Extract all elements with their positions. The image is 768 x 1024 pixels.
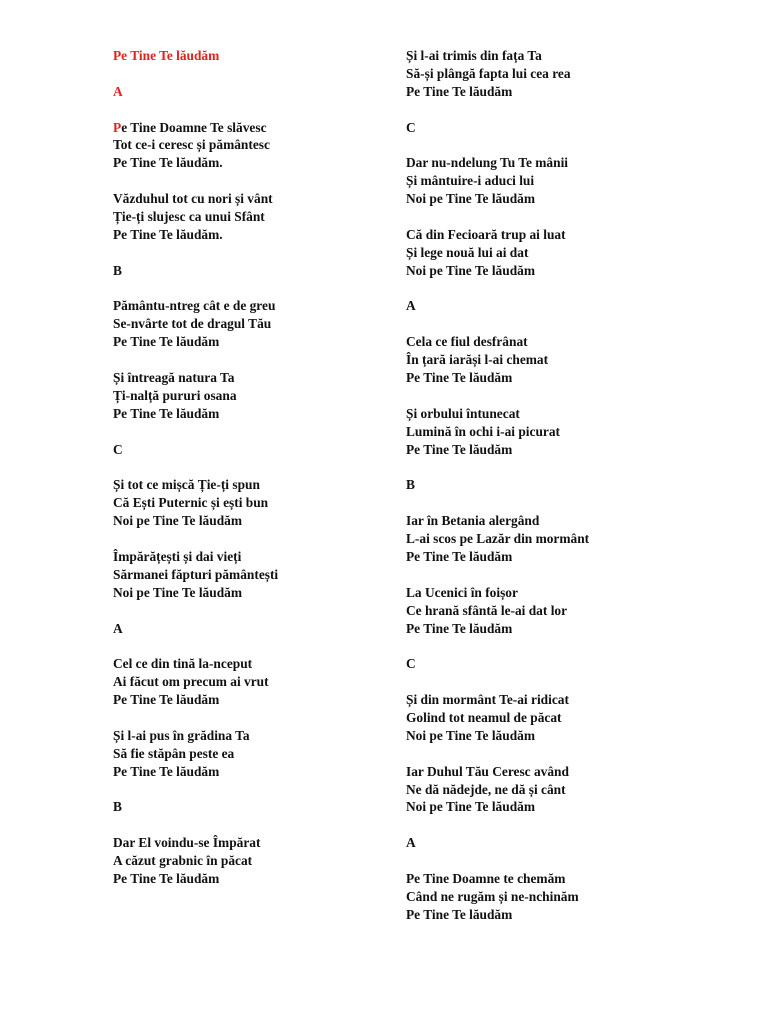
verse-line: Că Ești Puternic și ești bun [113, 495, 269, 511]
spacer [406, 315, 706, 333]
verse-line: Și din mormânt Te-ai ridicat [406, 692, 569, 708]
verse-line: Pe Tine Te lăudăm [406, 441, 513, 457]
verse-line: Pământu-ntreg cât e de greu [113, 298, 276, 314]
verse-line: Noi pe Tine Te lăudăm [406, 191, 535, 207]
spacer [113, 816, 383, 834]
verse-line: Ai făcut om precum ai vrut [113, 674, 269, 690]
verse-line: Noi pe Tine Te lăudăm [113, 584, 242, 600]
verse-line: Ți-nalță pururi osana [113, 387, 237, 403]
spacer [406, 673, 706, 691]
song-title: Pe Tine Te lăudăm [113, 48, 220, 63]
section-label: A [113, 83, 123, 99]
spacer [406, 208, 706, 226]
spacer [113, 351, 383, 369]
verse-line: Pe Tine Te lăudăm [113, 870, 220, 886]
verse-line: Pe Tine Te lăudăm [406, 906, 513, 922]
verse-line: Pe Tine Te lăudăm [113, 405, 220, 421]
verse-line: Dar nu-ndelung Tu Te mânii [406, 155, 569, 171]
spacer [113, 280, 383, 298]
verse-line: Ție-ți slujesc ca unui Sfânt [113, 209, 265, 225]
spacer [406, 458, 706, 476]
verse-line: Noi pe Tine Te lăudăm [406, 799, 535, 815]
verse-line: Pe Tine Te lăudăm [406, 620, 513, 636]
verse-line: Sărmanei făpturi pământești [113, 566, 279, 582]
verse-line: Pe Tine Te lăudăm [113, 763, 220, 779]
verse-line: Și l-ai trimis din fața Ta [406, 48, 542, 63]
spacer [113, 65, 383, 83]
spacer [406, 637, 706, 655]
spacer [406, 136, 706, 154]
verse-line: Dar El voindu-se Împărat [113, 835, 261, 851]
verse-line: Pe Tine Te lăudăm [113, 334, 220, 350]
section-label: A [406, 835, 416, 851]
verse-line: Se-nvârte tot de dragul Tău [113, 316, 272, 332]
verse-line: L-ai scos pe Lazăr din mormânt [406, 531, 590, 547]
verse-line: Noi pe Tine Te lăudăm [406, 727, 535, 743]
verse-line: Văzduhul tot cu nori și vânt [113, 191, 273, 207]
right-column [406, 47, 706, 924]
verse-line: Împărățești și dai vieți [113, 548, 242, 564]
spacer [406, 280, 706, 298]
verse-line: Lumină în ochi i-ai picurat [406, 423, 561, 439]
section-label: B [406, 477, 415, 493]
verse-line: Pe Tine Te lăudăm [406, 548, 513, 564]
section-label: C [113, 441, 123, 457]
spacer [113, 423, 383, 441]
spacer [113, 530, 383, 548]
verse-line: La Ucenici în foișor [406, 584, 518, 600]
verse-line: Golind tot neamul de păcat [406, 709, 562, 725]
section-label: B [113, 262, 122, 278]
verse-line: Pe Tine Te lăudăm. [113, 226, 223, 242]
verse-line: Ce hrană sfântă le-ai dat lor [406, 602, 568, 618]
initial-letter: P [113, 119, 122, 135]
spacer [406, 852, 706, 870]
spacer [113, 172, 383, 190]
left-column [113, 47, 383, 888]
spacer [113, 602, 383, 620]
verse-line: Și l-ai pus în grădina Ta [113, 727, 250, 743]
spacer [406, 494, 706, 512]
spacer [406, 566, 706, 584]
verse-line: Că din Fecioară trup ai luat [406, 226, 566, 242]
verse-line: Și lege nouă lui ai dat [406, 244, 529, 260]
section-label: B [113, 799, 122, 815]
spacer [113, 709, 383, 727]
verse-line: Cela ce fiul desfrânat [406, 334, 528, 350]
verse-line: Cel ce din tină la-nceput [113, 656, 253, 672]
verse-line: Pe Tine Te lăudăm [406, 83, 513, 99]
spacer [113, 637, 383, 655]
spacer [113, 101, 383, 119]
verse-line: Și tot ce mișcă Ție-ți spun [113, 477, 260, 493]
spacer [113, 244, 383, 262]
verse-line: Să-și plângă fapta lui cea rea [406, 65, 571, 81]
verse-line: Și orbului întunecat [406, 405, 520, 421]
spacer [406, 387, 706, 405]
verse-line: Și întreagă natura Ta [113, 370, 235, 386]
section-label: C [406, 656, 416, 672]
verse-line: Ne dă nădejde, ne dă și cânt [406, 781, 566, 797]
spacer [406, 101, 706, 119]
verse-line: Iar Duhul Tău Ceresc având [406, 763, 569, 779]
verse-line: Pe Tine Te lăudăm [406, 370, 513, 386]
verse-line: Când ne rugăm și ne-nchinăm [406, 888, 579, 904]
verse-line: Pe Tine Te lăudăm [113, 692, 220, 708]
section-label: C [406, 119, 416, 135]
verse-line [113, 119, 383, 137]
verse-line-rest: e Tine Doamne Te slăvesc [121, 119, 267, 135]
spacer [406, 745, 706, 763]
verse-line: Tot ce-i ceresc și pământesc [113, 137, 270, 153]
verse-line: Noi pe Tine Te lăudăm [406, 262, 535, 278]
verse-line: În țară iarăși l-ai chemat [406, 352, 549, 368]
spacer [113, 458, 383, 476]
verse-line: Să fie stăpân peste ea [113, 745, 235, 761]
verse-line: Și mântuire-i aduci lui [406, 173, 535, 189]
verse-line: Pe Tine Doamne te chemăm [406, 870, 566, 886]
verse-line: Iar în Betania alergând [406, 513, 540, 529]
spacer [406, 816, 706, 834]
verse-line: Noi pe Tine Te lăudăm [113, 513, 242, 529]
verse-line: Pe Tine Te lăudăm. [113, 155, 223, 171]
section-label: A [406, 298, 416, 314]
spacer [113, 781, 383, 799]
verse-line: A căzut grabnic în păcat [113, 853, 253, 869]
section-label: A [113, 620, 123, 636]
